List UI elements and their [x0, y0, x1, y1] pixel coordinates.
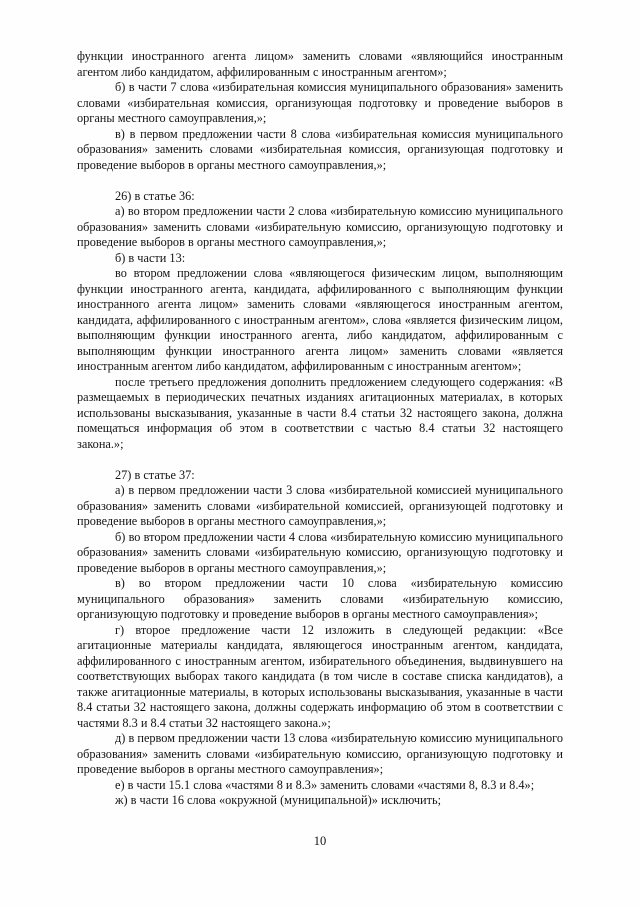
paragraph: д) в первом предложении части 13 слова «избирательную комиссию муниципального образования» заменить словами «избирательную комиссию, организующую подготовку и проведение выборов в органы местного самоуправления»;	[77, 731, 563, 776]
paragraph: 26) в статье 36:	[115, 188, 195, 203]
paragraph: после третьего предложения дополнить предложением следующего содержания: «В размещаемых в периодических печатных изданиях агитационных материалах, в которых использованы высказывания, указанные в части 8.4 статьи 32 настоящего закона, должна помещаться информация об этом в соответствии с частью 8.4 статьи 32 настоящего закона.»;	[77, 374, 563, 451]
paragraph: 27) в статье 37:	[115, 467, 195, 482]
paragraph: б) в части 13:	[115, 250, 186, 265]
paragraph: ж) в части 16 слова «окружной (муниципальной)» исключить;	[115, 793, 441, 807]
paragraph: в) в первом предложении части 8 слова «избирательная комиссия муниципального образования» заменить словами «избирательная комиссия, организующая подготовку и проведение выборов в органы местного самоуправления,»;	[77, 126, 563, 172]
paragraph: функции иностранного агента лицом» заменить словами «являющийся иностранным агентом либо кандидатом, аффилированным с иностранным агентом»;	[77, 49, 563, 79]
document-body	[77, 49, 563, 809]
paragraph-gap	[77, 452, 563, 468]
paragraph: во втором предложении слова «являющегося физическим лицом, выполняющим функции иностранного агента, кандидата, аффилированного с выполняющим функции иностранного агента лицом» заменить словами «являющегося иностранным агентом, кандидата, аффилированного с иностранным агентом», слова «является физическим лицом, выполняющим функции иностранного агента, либо кандидатом, аффилированным с выполняющим функции иностранного агента лицом» заменить словами «является иностранным агентом либо кандидатом, аффилированным с иностранным агентом»;	[77, 266, 563, 373]
paragraph: в) во втором предложении части 10 слова «избирательную комиссию муниципального образования» заменить словами «избирательную комиссию, организующую подготовку и проведение выборов в органы местного самоуправления»;	[77, 576, 563, 621]
paragraph: б) во втором предложении части 4 слова «избирательную комиссию муниципального образования» заменить словами «избирательную комиссию, организующую подготовку и проведение выборов в органы местного самоуправления,»;	[77, 529, 563, 575]
paragraph: а) в первом предложении части 3 слова «избирательной комиссией муниципального образования» заменить словами «избирательной комиссией, организующей подготовку и проведение выборов в органы местного самоуправления,»;	[77, 483, 563, 528]
paragraph: г) второе предложение части 12 изложить в следующей редакции: «Все агитационные материалы кандидата, являющегося иностранным агентом, кандидата, аффилированного с иностранным агентом, избирательного объединения, выдвинувшего на соответствующих выборах такого кандидата (в том числе в составе списка кандидатов), а также агитационные материалы, в которых использованы высказывания, указанные в части 8.4 статьи 32 настоящего закона, должны содержать информацию об этом в соответствии с частями 8.3 и 8.4 статьи 32 настоящего закона.»;	[77, 622, 563, 730]
page-number: 10	[313, 834, 327, 848]
paragraph: б) в части 7 слова «избирательная комиссия муниципального образования» заменить словами «избирательная комиссия, организующая подготовку и проведение выборов в органы местного самоуправления,»;	[77, 80, 563, 125]
paragraph-gap	[77, 173, 563, 189]
paragraph: е) в части 15.1 слова «частями 8 и 8.3» заменить словами «частями 8, 8.3 и 8.4»;	[115, 777, 535, 792]
paragraph: а) во втором предложении части 2 слова «избирательную комиссию муниципального образования» заменить словами «избирательную комиссию, организующую подготовку и проведение выборов в органы местного самоуправления,»;	[77, 204, 563, 249]
